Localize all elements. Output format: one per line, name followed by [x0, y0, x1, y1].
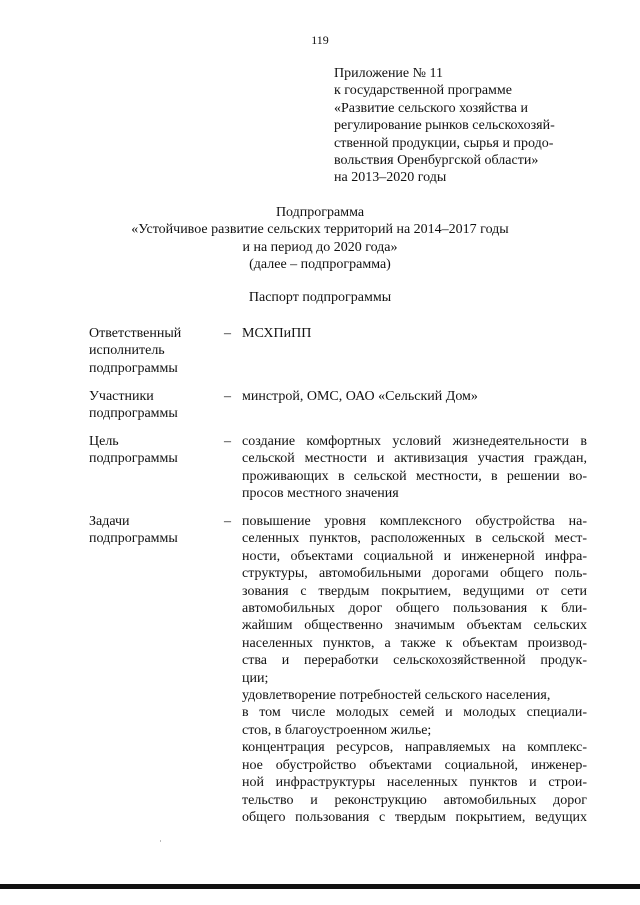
row-label-line: подпрограммы [89, 406, 178, 422]
row-value-line: ной инфраструктуры населенных пунктов и строи- [242, 775, 587, 791]
row-value-line: ства и переработки сельскохозяйственной продук- [242, 653, 587, 669]
subprogram-name-line: и на период до 2020 года» [242, 239, 398, 255]
row-value-line: жайшим общественно значимым объектам сельских [242, 618, 587, 634]
row-value [242, 513, 587, 826]
subprogram-title: Подпрограмма [275, 205, 365, 220]
row-value-line: просов местного значения [242, 486, 399, 502]
row-value-line: ное обустройство объектами социальной, инженер- [242, 757, 587, 773]
row-value-line: создание комфортных условий жизнедеятельности в [242, 434, 587, 449]
row-value-line: проживающих в сельской местности, в решении во- [242, 468, 587, 484]
row-value [242, 388, 587, 405]
row-value-line: структуры, автомобильными дорогами общего поль- [242, 566, 587, 582]
appendix-line: регулирование рынков сельскохозяй- [334, 118, 555, 134]
row-label-line: Ответственный [89, 326, 182, 341]
row-label-line: Цель [89, 434, 119, 449]
row-value-line: МСХПиПП [242, 326, 312, 341]
row-dash: – [224, 389, 231, 404]
row-dash: – [224, 434, 231, 449]
row-value-line: ности, объектами социальной и инженерной инфра- [242, 548, 587, 564]
row-label-line: исполнитель [89, 343, 165, 359]
subprogram-name-line: «Устойчивое развитие сельских территорий на 2014–2017 годы [131, 222, 509, 238]
subprogram-abbrev-note: (далее – подпрограмма) [249, 257, 391, 273]
row-value-line: селенных пунктов, расположенных в сельской мест- [242, 531, 587, 547]
row-value-line: ции; [242, 670, 269, 686]
row-label [89, 388, 219, 423]
row-dash: – [224, 326, 231, 341]
passport-title: Паспорт подпрограммы [248, 290, 392, 305]
row-value-line: сельской местности и активизация участия граждан, [242, 451, 587, 467]
appendix-line: на 2013–2020 годы [334, 170, 447, 186]
appendix-line: вольствия Оренбургской области» [334, 153, 539, 169]
row-label [89, 325, 219, 377]
row-value-line: стов, в благоустроенном жилье; [242, 722, 432, 738]
page-number: 119 [311, 33, 329, 47]
scan-bottom-edge [0, 884, 640, 889]
row-label-line: Участники [89, 389, 154, 404]
row-value [242, 433, 587, 503]
row-value-line: зования с твердым покрытием, ведущими от сети [242, 583, 587, 599]
row-label [89, 513, 219, 548]
row-value-line: концентрация ресурсов, направляемых на комплекс- [242, 740, 587, 756]
row-dash: – [224, 514, 231, 529]
row-value-line: повышение уровня комплексного обустройства на- [242, 514, 587, 529]
row-value-line: минстрой, ОМС, ОАО «Сельский Дом» [242, 389, 478, 404]
row-value [242, 325, 587, 342]
appendix-header [334, 65, 624, 187]
scan-speck [160, 840, 161, 842]
appendix-line: ственной продукции, сырья и продо- [334, 135, 554, 151]
row-value-line: удовлетворение потребностей сельского населения, [242, 688, 551, 704]
row-value-line: автомобильных дорог общего пользования к бли- [242, 601, 587, 617]
row-value-line: общего пользования с твердым покрытием, ведущих [242, 809, 587, 825]
appendix-line: Приложение № 11 [334, 66, 443, 81]
subprogram-heading [0, 204, 640, 274]
row-value-line: населенных пунктов, а также к объектам производ- [242, 635, 587, 651]
appendix-line: к государственной программе [334, 83, 512, 99]
row-label-line: Задачи [89, 514, 130, 529]
appendix-line: «Развитие сельского хозяйства и [334, 100, 529, 116]
row-label-line: подпрограммы [89, 451, 178, 467]
row-value-line: в том числе молодых семей и молодых специали- [242, 705, 587, 721]
row-value-line: тельство и реконструкцию автомобильных дорог [242, 792, 587, 808]
row-label-line: подпрограммы [89, 360, 178, 376]
row-label-line: подпрограммы [89, 531, 178, 547]
row-label [89, 433, 219, 468]
